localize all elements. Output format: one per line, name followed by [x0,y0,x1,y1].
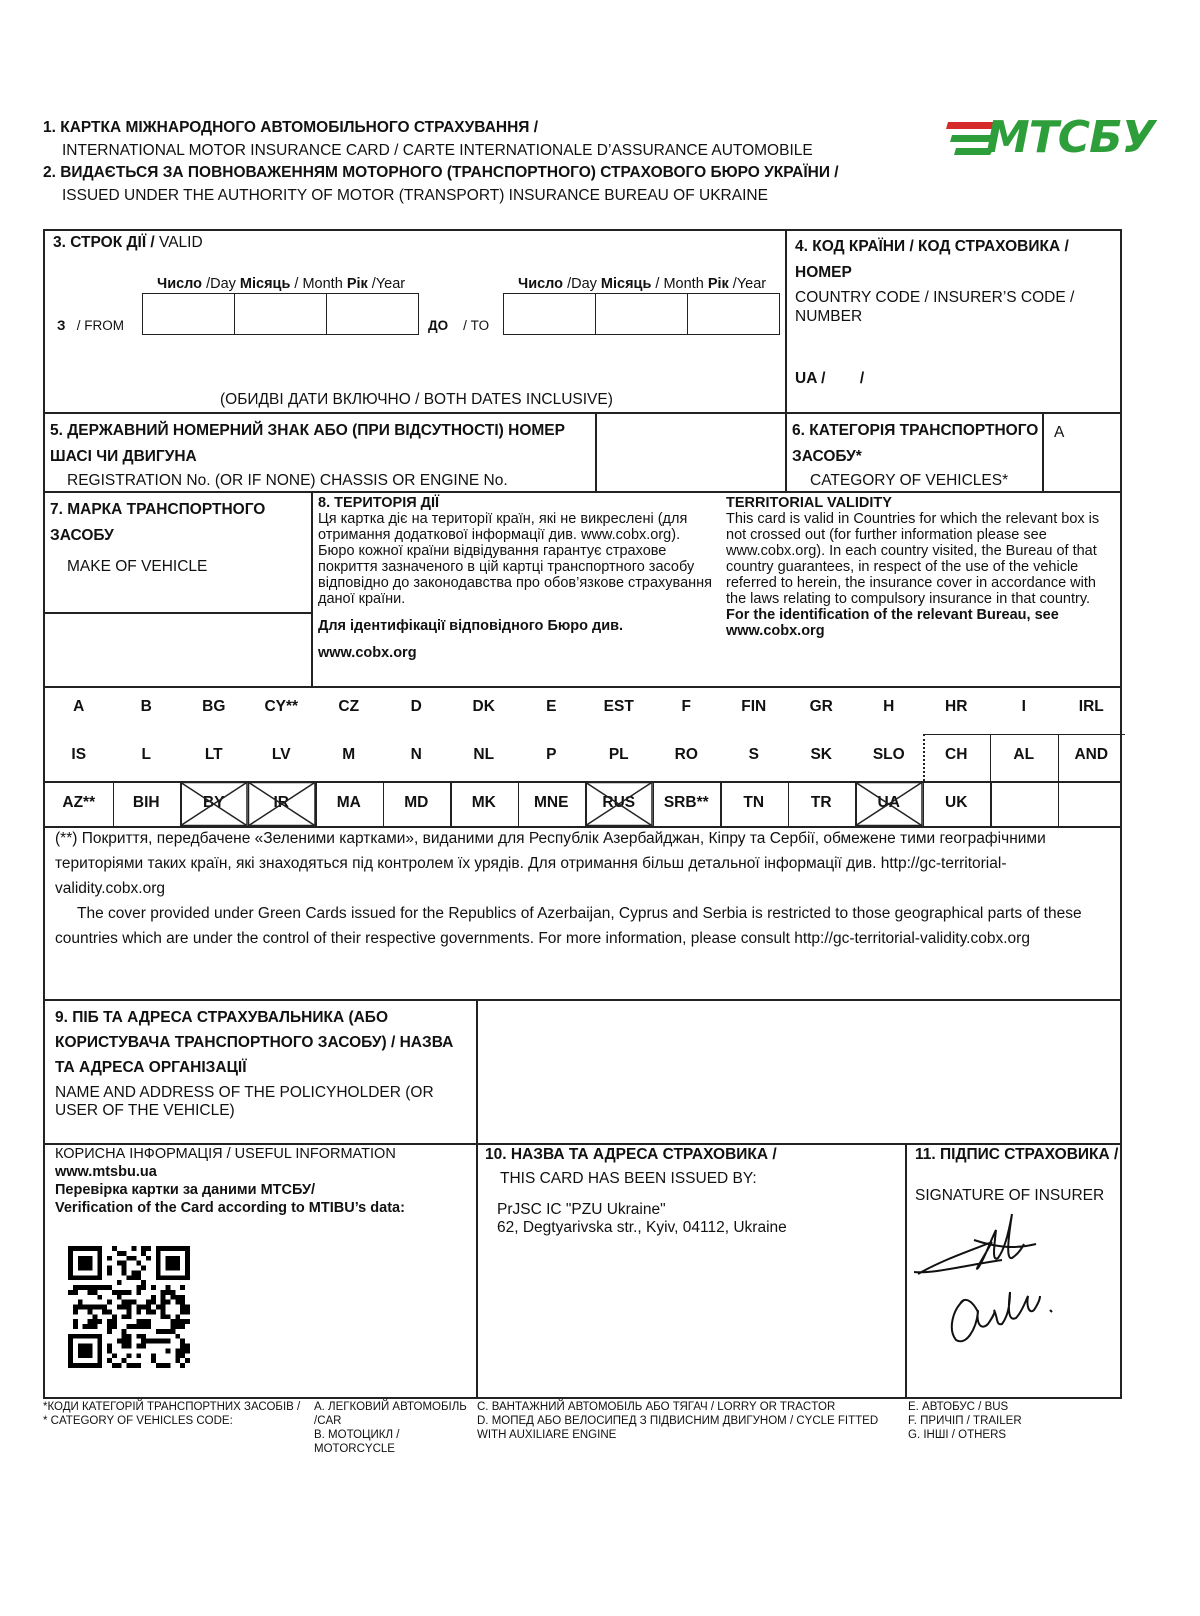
country-box-ma: MA [336,794,361,811]
to-day-field[interactable] [503,293,596,335]
grid-divider [518,782,520,826]
make-title: 7. МАРКА ТРАНСПОРТНОГО ЗАСОБУ [50,501,266,544]
country-box-tn: TN [743,794,765,811]
country-box-dk: DK [472,698,495,715]
country-box-e: E [546,698,557,715]
territory-bureau: Для ідентифікації відповідного Бюро див. www.cobx.org [318,618,624,661]
from-day-field[interactable] [142,293,235,335]
country-box-srb: SRB** [663,794,709,811]
country-box-bih: BIH [132,794,160,811]
grid-divider [653,782,655,826]
country-box-cy: CY** [264,698,299,715]
qr-code[interactable] [68,1246,190,1368]
territory-bureau-en: For the identification of the relevant Bureau, see www.cobx.org [726,607,1059,639]
country-box-sk: SK [810,746,833,763]
country-box-nl: NL [473,746,495,763]
grid-divider [180,782,182,826]
cross-out-icon [180,782,248,826]
country-box-m: M [342,746,356,763]
header-line-3: 2. ВИДАЄТЬСЯ ЗА ПОВНОВАЖЕННЯМ МОТОРНОГО (ТРАНСПОРТНОГО) СТРАХОВОГО БЮРО УКРАЇНИ / [43,164,839,181]
country-box-d: D [410,698,422,715]
registration-title-en: REGISTRATION No. (OR IF NONE) CHASSIS OR ENGINE No. [67,472,508,489]
logo-text: МТСБУ [986,112,1155,163]
country-box-hr: HR [945,698,968,715]
territory-text: Ця картка діє на території країн, які не викреслені (для отримання додаткової інформації див. www.cobx.org). Бюро кожної країни відвідування гарантує страхове покриття зазначеного в цій картці транспортного засобу відповідно до законодавства про обов’язкове страхування даної країни. [318,511,713,607]
grid-divider [383,782,385,826]
country-box-i: I [1021,698,1026,715]
grid-divider [113,782,115,826]
country-box-lv: LV [271,746,291,763]
verify-en: Verification of the Card according to MTIBU’s data: [55,1200,405,1216]
country-box-tr: TR [810,794,832,811]
country-box-md: MD [404,794,429,811]
from-year-field[interactable] [326,293,419,335]
country-code-title-en: COUNTRY CODE / INSURER’S CODE / NUMBER [795,289,1075,325]
country-box-az: AZ** [62,794,96,811]
grid-divider [248,782,250,826]
country-code-value: UA / / [795,370,865,387]
country-box-frame [990,734,1058,781]
footer-cat-ab: A. ЛЕГКОВИЙ АВТОМОБІЛЬ /CAR B. МОТОЦИКЛ / MOTORCYCLE [314,1401,467,1455]
country-box-by: BY [202,794,225,811]
signature-title-en: SIGNATURE OF INSURER [915,1187,1105,1204]
country-box-l: L [141,746,151,763]
country-box-frame [1058,734,1126,781]
country-box-rus: RUS [602,794,636,811]
verify-ua: Перевірка картки за даними МТСБУ/ [55,1182,316,1198]
territory-text-en: This card is valid in Countries for which the relevant box is not crossed out (for further information please see www.cobx.org). In each country visited, the Bureau of that country guarantees, in respect of the use of the vehicle referred to herein, the insurance cover in accordance with the laws relating to compulsory insurance in that country. [726,511,1100,607]
country-box-a: A [73,698,85,715]
country-box-slo: SLO [872,746,905,763]
header-line-4: ISSUED UNDER THE AUTHORITY OF MOTOR (TRANSPORT) INSURANCE BUREAU OF UKRAINE [62,187,768,204]
insurer-signature [912,1200,1072,1350]
footer-cat-cd: C. ВАНТАЖНИЙ АВТОМОБІЛЬ АБО ТЯГАЧ / LORRY OR TRACTOR D. МОПЕД АБО ВЕЛОСИПЕД З ПІДВИСНИМ ДВИГУНОМ / CYCLE FITTED WITH AUXILIARE ENGINE [477,1401,879,1441]
territory-en [726,495,1118,639]
qr-code-icon [68,1246,190,1368]
country-box-s: S [748,746,759,763]
country-code-title: 4. КОД КРАЇНИ / КОД СТРАХОВИКА / НОМЕР [795,238,1069,281]
validity-title: 3. СТРОК ДІЇ / VALID [53,234,203,251]
country-box-cz: CZ [338,698,360,715]
policyholder-title: 9. ПІБ ТА АДРЕСА СТРАХУВАЛЬНИКА (АБО КОРИСТУВАЧА ТРАНСПОРТНОГО ЗАСОБУ) / НАЗВА ТА АДРЕСА ОРГАНІЗАЦІЇ [55,1009,454,1076]
country-box-lt: LT [204,746,223,763]
make-title-en: MAKE OF VEHICLE [67,558,208,575]
insurer-address: 62, Degtyarivska str., Kyiv, 04112, Ukraine [497,1219,787,1236]
country-box-pl: PL [608,746,629,763]
green-card-note-en: The cover provided under Green Cards issued for the Republics of Azerbaijan, Cyprus and Serbia is restricted to those geographical parts of these countries which are under the control of their respective governments. For more information, please consult http://gc-territorial-validity.cobx.org [55,905,1082,947]
header-line-1: 1. КАРТКА МІЖНАРОДНОГО АВТОМОБІЛЬНОГО СТРАХУВАННЯ / [43,119,539,136]
insurer-title-en: THIS CARD HAS BEEN ISSUED BY: [500,1170,757,1187]
grid-divider [923,782,925,826]
country-box-n: N [410,746,422,763]
country-box-irl: IRL [1078,698,1104,715]
country-box-h: H [883,698,895,715]
registration-title: 5. ДЕРЖАВНИЙ НОМЕРНИЙ ЗНАК АБО (ПРИ ВІДСУТНОСТІ) НОМЕР ШАСІ ЧИ ДВИГУНА [50,422,565,465]
category-value: A [1054,424,1065,441]
grid-divider [315,782,317,826]
country-box-fin: FIN [741,698,767,715]
country-box-ro: RO [674,746,698,763]
country-box-al: AL [1013,746,1035,763]
from-date-heading: Число /Day Місяць / Month Рік /Year [157,276,406,292]
country-box-b: B [140,698,152,715]
country-box-mk: MK [471,794,496,811]
cross-out-icon [585,782,653,826]
country-box-bg: BG [202,698,226,715]
country-box-uk: UK [945,794,968,811]
country-box-and: AND [1074,746,1109,763]
insurer-title: 10. НАЗВА ТА АДРЕСА СТРАХОВИКА / [485,1146,777,1163]
mtsbu-site-link[interactable]: www.mtsbu.ua [55,1164,157,1180]
header-line-2: INTERNATIONAL MOTOR INSURANCE CARD / CARTE INTERNATIONALE D’ASSURANCE AUTOMOBILE [62,142,813,159]
country-box-ua: UA [877,794,900,811]
territory-ua [318,495,714,667]
grid-divider [788,782,790,826]
territory-title: 8. ТЕРИТОРІЯ ДІЇ [318,495,440,511]
cross-out-icon [248,782,316,826]
country-box-p: P [546,746,557,763]
grid-divider [585,782,587,826]
category-title: 6. КАТЕГОРІЯ ТРАНСПОРТНОГО ЗАСОБУ* [792,422,1039,465]
country-box-gr: GR [809,698,833,715]
policyholder-title-en: NAME AND ADDRESS OF THE POLICYHOLDER (OR USER OF THE VEHICLE) [55,1084,434,1119]
country-box-f: F [681,698,691,715]
to-date-heading: Число /Day Місяць / Month Рік /Year [518,276,767,292]
useful-info-title: КОРИСНА ІНФОРМАЦІЯ / USEFUL INFORMATION [55,1146,396,1162]
from-month-field[interactable] [234,293,327,335]
country-box-mne: MNE [534,794,569,811]
footer-codes: *КОДИ КАТЕГОРІЙ ТРАНСПОРТНИХ ЗАСОБІВ / * CATEGORY OF VEHICLES CODE: [43,1401,301,1427]
signature-title: 11. ПІДПИС СТРАХОВИКА / [915,1146,1119,1163]
country-box-ch: CH [945,746,968,763]
grid-divider [720,782,722,826]
cross-out-icon [855,782,923,826]
category-title-en: CATEGORY OF VEHICLES* [810,472,1009,489]
footer-cat-efg: E. АВТОБУС / BUS F. ПРИЧІП / TRAILER G. ІНШІ / OTHERS [908,1401,1022,1441]
grid-divider [855,782,857,826]
grid-divider [990,782,992,826]
country-box-is: IS [71,746,87,763]
country-box-est: EST [603,698,634,715]
from-label: З / FROM [57,318,124,333]
to-year-field[interactable] [687,293,780,335]
green-card-note-ua: (**) Покриття, передбачене «Зеленими картками», виданими для Республік Азербайджан, Кіпру та Сербії, обмежене тими географічними територіями таких країн, які знаходяться під контролем їх урядів. Для отримання більш детальної інформації див. http://gc-territorial-validity.cobx.org [55,830,1046,897]
to-label: ДО / TO [428,318,490,333]
grid-divider [1058,782,1060,826]
to-month-field[interactable] [595,293,688,335]
insurer-name: PrJSC IC "PZU Ukraine" [497,1201,666,1218]
territory-title-en: TERRITORIAL VALIDITY [726,495,892,511]
country-box-ir: IR [273,794,289,811]
dates-inclusive-note: (ОБИДВІ ДАТИ ВКЛЮЧНО / BOTH DATES INCLUSIVE) [220,391,613,408]
mtsbu-logo [946,112,1166,163]
country-box-frame [923,734,991,781]
grid-divider [450,782,452,826]
